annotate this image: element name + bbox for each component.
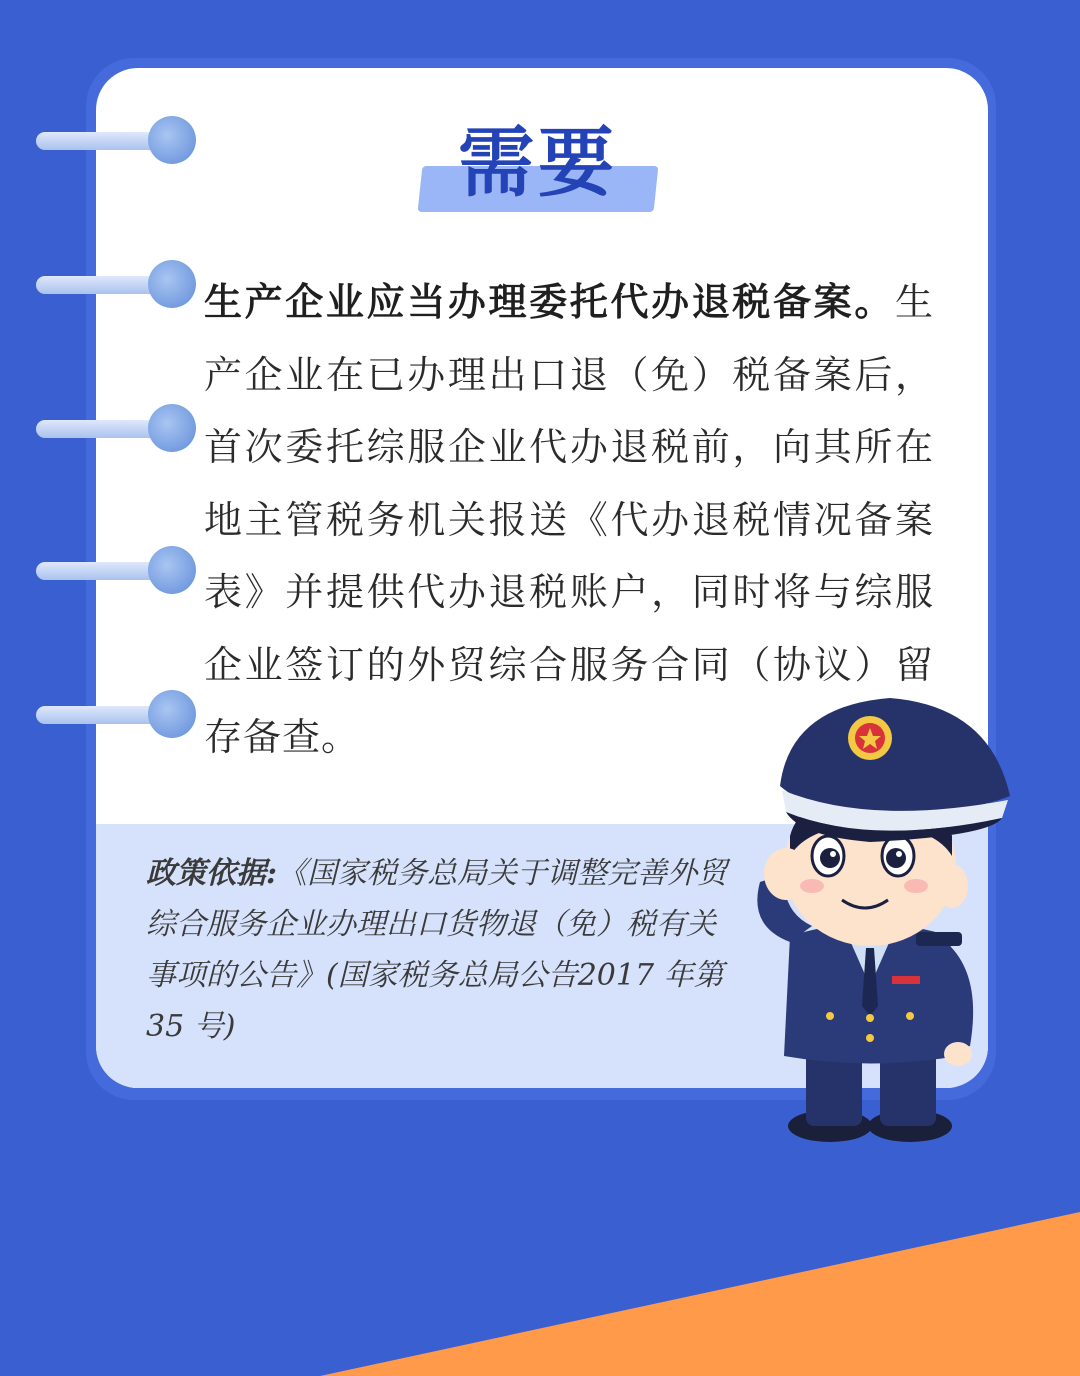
body-lead: 生产企业应当办理委托代办退税备案。 [204,280,895,324]
policy-text: 《国家税务总局关于调整完善外贸综合服务企业办理出口货物退（免）税有关事项的公告》(国家税务总局公告2017 年第 35 号) [146,856,728,1044]
binder-ring-icon [36,404,186,454]
binder-ring-icon [36,546,186,596]
body-text: 生产企业在已办理出口退（免）税备案后，首次委托综服企业代办退税前，向其所在地主管税务机关报送《代办退税情况备案表》并提供代办退税账户，同时将与综服企业签订的外贸综合服务合同（协议）留存备查。 [204,280,934,759]
binder-ring-icon [36,260,186,310]
policy-basis [146,848,736,1052]
police-badge-icon [848,716,892,760]
tax-officer-mascot-icon [720,686,1040,1156]
binder-ring-icon [36,116,186,166]
page-title: 需要 [458,118,618,207]
title-block [420,112,656,224]
binder-ring-icon [36,690,186,740]
policy-label: 政策依据: [146,856,278,891]
